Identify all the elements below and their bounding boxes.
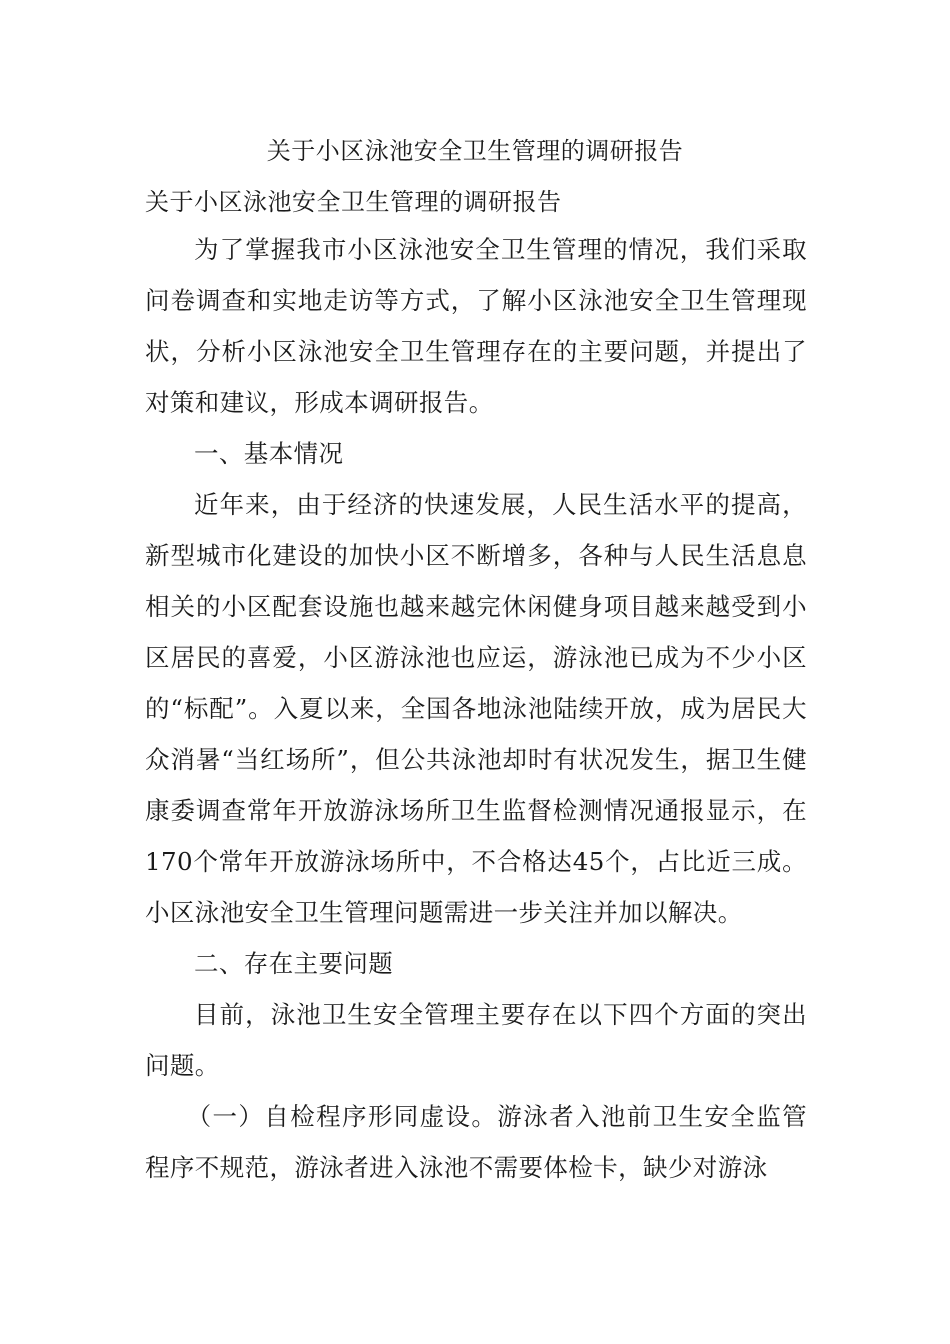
document-title: 关于小区泳池安全卫生管理的调研报告 [266, 137, 684, 165]
paragraph-basic-situation: 近年来，由于经济的快速发展，人民生活水平的提高，新型城市化建设的加快小区不断增多，各种与人民生活息息相关的小区配套设施也越来越完休闲健身项目越来越受到小区居民的喜爱，小区游泳池也应运，游泳池已成为不少小区的“标配”。入夏以来，全国各地泳池陆续开放，成为居民大众消暑“当红场所”，但公共泳池却时有状况发生，据卫生健康委调查常年开放游泳场所卫生监督检测情况通报显示，在170个常年开放游泳场所中，不合格达45个，占比近三成。小区泳池安全卫生管理问题需进一步关注并加以解决。 [145, 490, 807, 927]
paragraph-problems-intro: 目前，泳池卫生安全管理主要存在以下四个方面的突出问题。 [145, 1000, 807, 1080]
section-heading-basic-situation: 一、基本情况 [194, 439, 344, 468]
document-body [145, 224, 807, 1193]
document-subtitle: 关于小区泳池安全卫生管理的调研报告 [145, 188, 562, 216]
paragraph-problem-1: （一）自检程序形同虚设。游泳者入池前卫生安全监管程序不规范，游泳者进入泳池不需要体检卡，缺少对游泳 [145, 1102, 807, 1182]
section-heading-main-problems: 二、存在主要问题 [194, 949, 394, 978]
paragraph-intro: 为了掌握我市小区泳池安全卫生管理的情况，我们采取问卷调查和实地走访等方式，了解小区泳池安全卫生管理现状，分析小区泳池安全卫生管理存在的主要问题，并提出了对策和建议，形成本调研报告。 [145, 235, 807, 417]
